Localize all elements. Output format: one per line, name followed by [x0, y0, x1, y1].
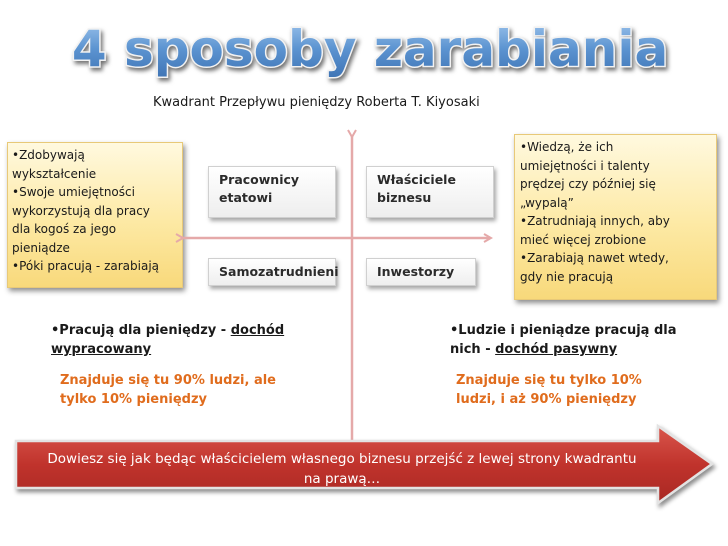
- quadrant-employees-line2: etatowi: [219, 190, 273, 205]
- stat-left-text: [60, 371, 300, 409]
- quadrant-employees-line1: Pracownicy: [219, 172, 300, 187]
- banner-line1: Dowiesz się jak będąc właścicielem własnego biznesu przejść z lewej strony kwadrantu: [47, 451, 637, 467]
- title-graphic: [71, 14, 669, 84]
- banner-text: [26, 449, 658, 489]
- quadrant-self-employed: [208, 258, 339, 286]
- banner-line2: na prawą…: [303, 471, 381, 487]
- stat-right-line1: Znajduje się tu tylko 10%: [456, 373, 642, 388]
- stat-left-line2: tylko 10% pieniędzy: [60, 392, 207, 407]
- right-note-line: prędzej czy później się: [520, 177, 656, 191]
- right-note-line: •Zarabiają nawet wtedy,: [520, 251, 669, 265]
- left-note-line: wykształcenie: [12, 166, 97, 181]
- left-note-box: [7, 142, 183, 288]
- quadrant-investors: [366, 258, 476, 286]
- right-note-line: „wypalą”: [520, 195, 574, 210]
- income-left-underlined: dochód wypracowany: [51, 323, 285, 357]
- left-note-line: •Swoje umiejętności: [12, 185, 135, 199]
- subtitle: Kwadrant Przepływu pieniędzy Roberta T. Kiyosaki: [153, 95, 480, 110]
- right-note-line: mieć więcej zrobione: [520, 232, 647, 247]
- title: 4 sposoby zarabiania: [71, 20, 669, 78]
- quadrant-employees: [208, 166, 336, 218]
- quadrant-business-owners: [366, 166, 494, 218]
- right-note-line: •Zatrudniają innych, aby: [520, 214, 670, 228]
- income-left-text: [51, 321, 321, 359]
- right-note-line: gdy nie pracują: [520, 269, 614, 284]
- quadrant-business-owners-line1: Właściciele: [377, 172, 456, 187]
- stat-right-line2: ludzi, i aż 90% pieniędzy: [456, 392, 637, 407]
- income-left-prefix: •Pracują dla pieniędzy -: [51, 323, 231, 338]
- right-note-line: umiejętności i talenty: [520, 158, 650, 173]
- left-note-line: pieniądze: [12, 240, 70, 255]
- quadrant-investors-label: Inwestorzy: [377, 264, 455, 279]
- left-note-line: wykorzystują dla pracy: [12, 203, 150, 218]
- stat-right-text: [456, 371, 686, 409]
- right-note-box: [514, 134, 717, 300]
- right-note-line: •Wiedzą, że ich: [520, 140, 614, 154]
- income-right-text: [450, 321, 690, 359]
- left-note-line: •Zdobywają: [12, 148, 85, 162]
- left-note-line: dla kogoś za jego: [12, 222, 117, 236]
- left-note-line: •Póki pracują - zarabiają: [12, 259, 160, 273]
- quadrant-self-employed-label: Samozatrudnieni: [219, 264, 339, 279]
- stat-left-line1: Znajduje się tu 90% ludzi, ale: [60, 373, 276, 388]
- income-right-underlined: dochód pasywny: [495, 342, 618, 357]
- quadrant-business-owners-line2: biznesu: [377, 190, 432, 205]
- income-right-prefix: •Ludzie i pieniądze pracują dla nich -: [450, 323, 677, 357]
